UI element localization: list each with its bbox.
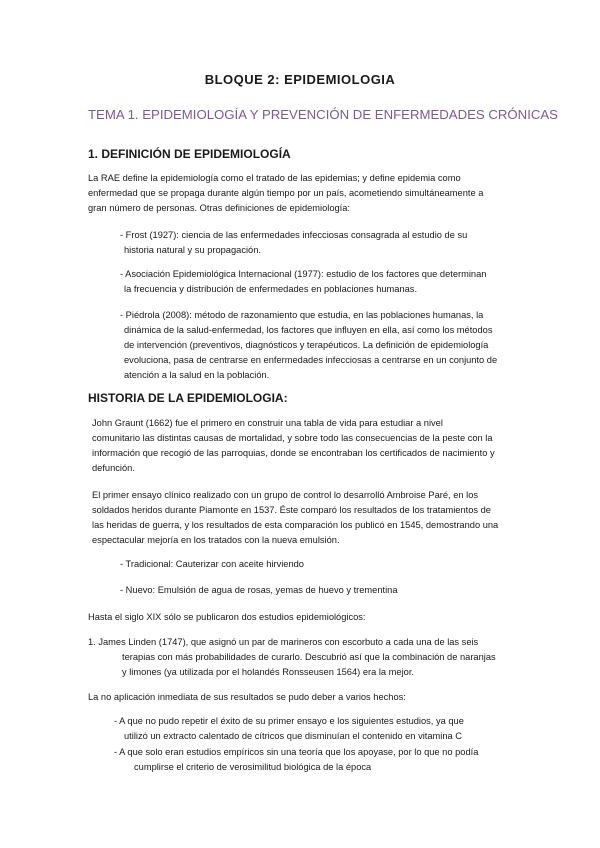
text-line: historia natural y su propagación.: [124, 245, 261, 255]
text-line: defunción.: [92, 463, 135, 473]
hasta-siglo-xix: Hasta el siglo XIX sólo se publicaron dos estudios epidemiológicos:: [88, 612, 366, 622]
pare-paragraph: [92, 488, 498, 548]
text-line: enfermedad que se propaga durante algún tiempo por un país, acometiendo simultáneamente a: [88, 188, 484, 198]
text-line: - A que solo eran estudios empíricos sin una teoría que los apoyase, por lo que no podía: [114, 747, 479, 757]
hecho-1: [114, 714, 464, 744]
text-line: - A que no pudo repetir el éxito de su primer ensayo e los siguientes estudios, ya que: [114, 716, 464, 726]
text-line: - Piédrola (2008): método de razonamiento que estudia, en las poblaciones humanas, la: [120, 310, 484, 320]
text-line: La RAE define la epidemiología como el tratado de las epidemias; y define epidemia como: [88, 173, 461, 183]
text-line: - Frost (1927): ciencia de las enfermedades infecciosas consagrada al estudio de su: [120, 230, 468, 240]
text-line: terapias con más probabilidades de curarlo. Descubrió así que la combinación de naranjas: [122, 652, 496, 662]
text-line: comunitario las distintas causas de mortalidad, y sobre todo las consecuencias de la peste con la: [92, 433, 493, 443]
text-line: utilizó un extracto calentado de cítricos que disminuían el contenido en vitamina C: [124, 731, 462, 741]
text-line: y limones (ya utilizada por el holandés Ronsseusen 1564) era la mejor.: [122, 667, 414, 677]
text-line: espectacular mejoría en los tratados con la nueva emulsión.: [92, 535, 340, 545]
text-line: El primer ensayo clínico realizado con un grupo de control lo desarrolló Ambroise Paré, en los: [92, 490, 479, 500]
text-line: cumplirse el criterio de verosimilitud biológica de la época: [134, 762, 372, 772]
text-line: información que recogió de las parroquias, donde se encontraban los certificados de nacimiento y: [92, 448, 495, 458]
text-line: dinámica de la salud-enfermedad, los factores que influyen en ella, así como los métodos: [124, 325, 493, 335]
text-line: 1. James Linden (1747), que asignó un par de marineros con escorbuto a cada una de las seis: [88, 637, 479, 647]
definition-frost: [120, 228, 467, 258]
linden-item: [88, 635, 496, 680]
text-line: - Asociación Epidemiológica Internacional (1977): estudio de los factores que determinan: [120, 269, 487, 279]
graunt-paragraph: [92, 416, 495, 476]
text-line: las heridas de guerra, y los resultados de esta comparación los publicó en 1545, demostrando una: [92, 520, 499, 530]
text-line: gran número de personas. Otras definiciones de epidemiología:: [88, 203, 351, 213]
intro-paragraph: [88, 171, 483, 216]
text-line: atención a la salud en la población.: [124, 370, 270, 380]
tema-title: TEMA 1. EPIDEMIOLOGÍA Y PREVENCIÓN DE ENFERMEDADES CRÓNICAS: [88, 107, 558, 122]
tratamiento-tradicional: - Tradicional: Cauterizar con aceite hirviendo: [120, 559, 304, 569]
definition-piedrola: [120, 308, 497, 383]
text-line: soldados heridos durante Piamonte en 1537. Éste comparó los resultados de los tratamientos de: [92, 505, 491, 515]
section-heading-historia: HISTORIA DE LA EPIDEMIOLOGIA:: [88, 391, 288, 405]
tratamiento-nuevo: - Nuevo: Emulsión de agua de rosas, yemas de huevo y trementina: [120, 585, 398, 595]
block-title: BLOQUE 2: EPIDEMIOLOGIA: [204, 72, 396, 87]
text-line: de intervención (preventivos, diagnósticos y terapéuticos. La definición de epidemiología: [124, 340, 489, 350]
text-line: la frecuencia y distribución de enfermedades en poblaciones humanas.: [124, 284, 418, 294]
no-aplicacion: La no aplicación inmediata de sus resultados se pudo deber a varios hechos:: [88, 692, 406, 702]
text-line: John Graunt (1662) fue el primero en construir una tabla de vida para estudiar a nivel: [92, 418, 443, 428]
definition-aei: [120, 267, 486, 297]
text-line: evoluciona, pasa de centrarse en enfermedades infecciosas a centrarse en un conjunto de: [124, 355, 498, 365]
hecho-2: [114, 745, 478, 775]
section-heading-definicion: 1. DEFINICIÓN DE EPIDEMIOLOGÍA: [88, 147, 291, 161]
